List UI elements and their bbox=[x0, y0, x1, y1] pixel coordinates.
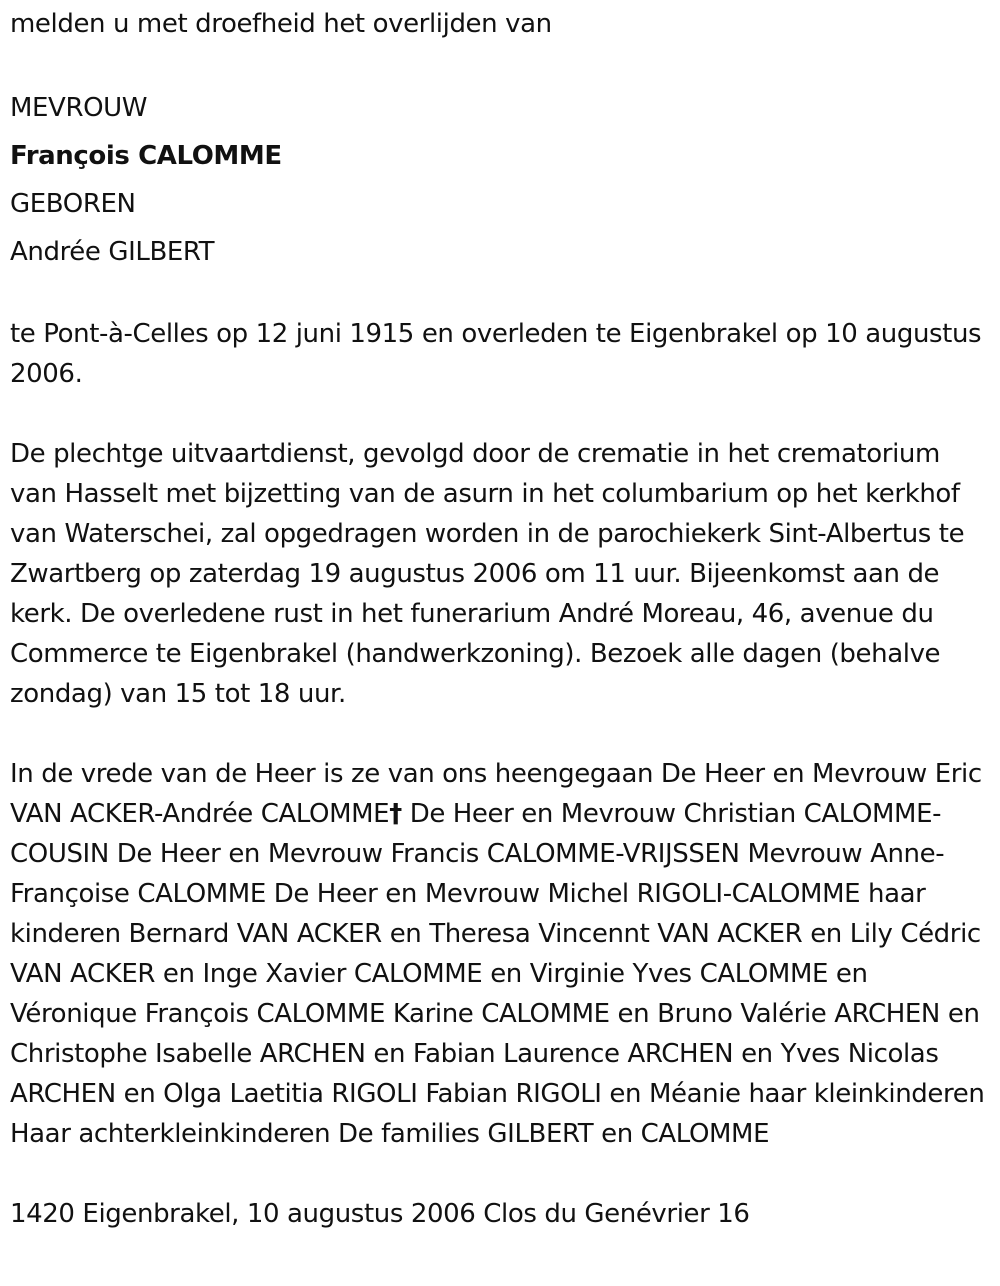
title-line: MEVROUW bbox=[10, 93, 148, 123]
spacer bbox=[10, 1154, 990, 1194]
footer-address: 1420 Eigenbrakel, 10 augustus 2006 Clos du Genévrier 16 bbox=[10, 1199, 750, 1229]
maiden-name: Andrée GILBERT bbox=[10, 237, 215, 267]
family-text-part1: In de vrede van de Heer is ze van ons heengegaan De Heer en Mevrouw Eric VAN ACKER-Andrée CALOMME bbox=[10, 759, 982, 829]
deceased-name: François CALOMME bbox=[10, 141, 282, 171]
intro-text: melden u met droefheid het overlijden van bbox=[10, 9, 552, 39]
spacer bbox=[10, 394, 990, 434]
spacer bbox=[10, 44, 990, 84]
cross-icon: † bbox=[389, 799, 402, 829]
birth-death-paragraph: te Pont-à-Celles op 12 juni 1915 en overleden te Eigenbrakel op 10 augustus 2006. bbox=[10, 319, 982, 389]
family-paragraph bbox=[10, 754, 992, 1154]
family-text-part2: De Heer en Mevrouw Christian CALOMME-COUSIN De Heer en Mevrouw Francis CALOMME-VRIJSSEN Mevrouw Anne-Françoise CALOMME De Heer en Mevrouw Michel RIGOLI-CALOMME haar kinderen Bernard VAN ACKER en Theresa Vincennt VAN ACKER en Lily Cédric VAN ACKER en Inge Xavier CALOMME en Virginie Yves CALOMME en Véronique François CALOMME Karine CALOMME en Bruno Valérie ARCHEN en Christophe Isabelle ARCHEN en Fabian Laurence ARCHEN en Yves Nicolas ARCHEN en Olga Laetitia RIGOLI Fabian RIGOLI en Méanie haar kleinkinderen Haar achterkleinkinderen De families GILBERT en CALOMME bbox=[10, 799, 985, 1149]
born-label: GEBOREN bbox=[10, 189, 136, 219]
spacer bbox=[10, 714, 990, 754]
ceremony-paragraph: De plechtge uitvaartdienst, gevolgd door de crematie in het crematorium van Hasselt met bijzetting van de asurn in het columbarium op het kerkhof van Waterschei, zal opgedragen worden in de parochiekerk Sint-Albertus te Zwartberg op zaterdag 19 augustus 2006 om 11 uur. Bijeenkomst aan de kerk. De overledene rust in het funerarium André Moreau, 46, avenue du Commerce te Eigenbrakel (handwerkzoning). Bezoek alle dagen (behalve zondag) van 15 tot 18 uur. bbox=[10, 439, 965, 709]
spacer bbox=[10, 276, 990, 314]
